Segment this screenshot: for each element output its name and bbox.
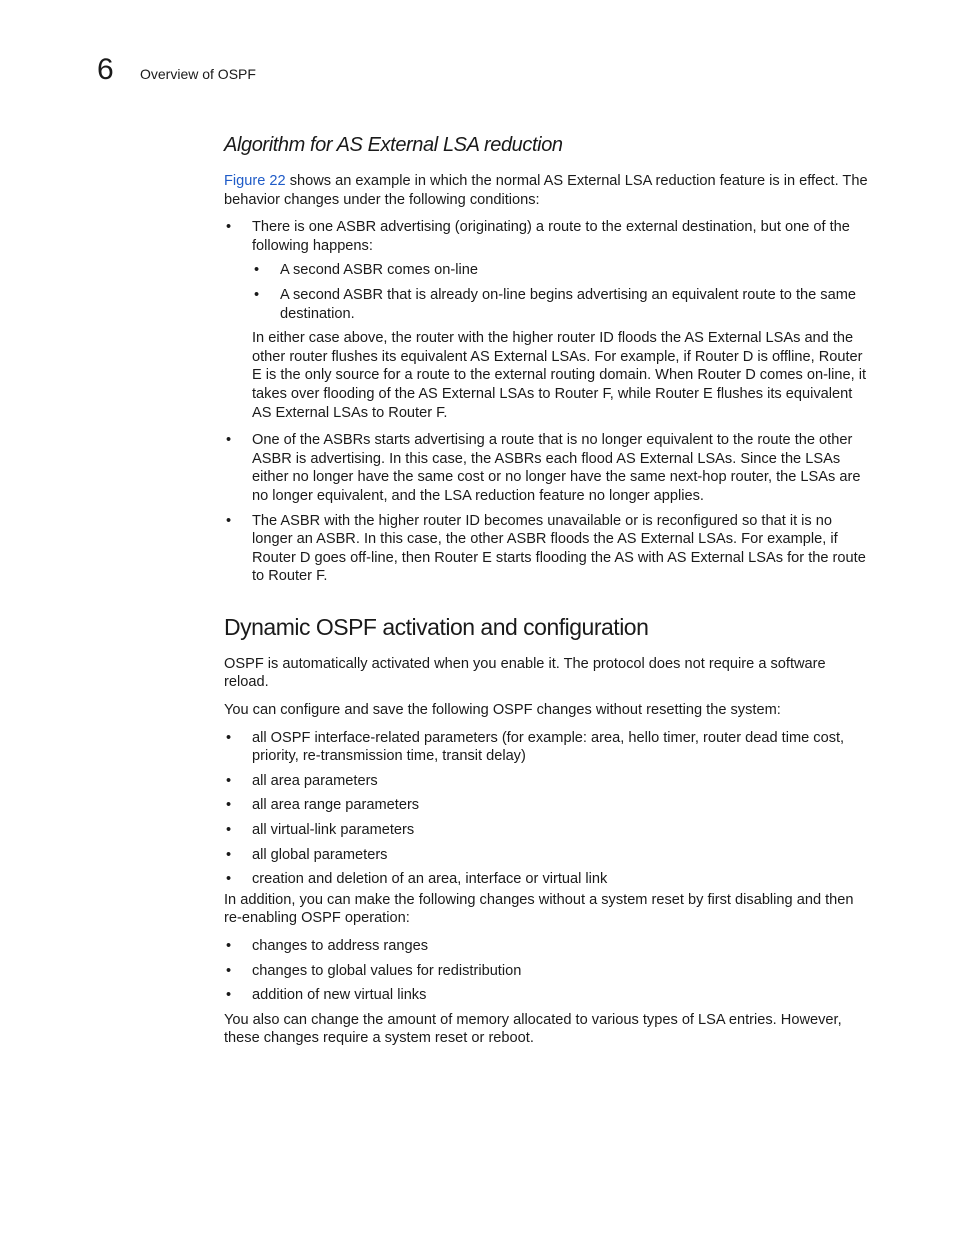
section-heading-algorithm: Algorithm for AS External LSA reduction — [224, 134, 563, 156]
list-item — [224, 431, 872, 505]
paragraph: OSPF is automatically activated when you enable it. The protocol does not require a software reload. — [224, 655, 826, 691]
sub-list-item — [252, 261, 872, 280]
bullet-icon: • — [226, 512, 232, 529]
bullet-icon: • — [226, 432, 232, 449]
intro-paragraph — [224, 172, 872, 209]
conditions-list — [224, 218, 872, 586]
bullet-icon: • — [254, 286, 260, 303]
chapter-number: 6 — [97, 53, 114, 86]
list-item — [224, 512, 872, 586]
bullet-icon: • — [226, 797, 232, 814]
bullet-icon: • — [226, 846, 232, 863]
bullet-icon: • — [226, 219, 232, 236]
list-item-followup-paragraph: In either case above, the router with the higher router ID floods the AS External LSAs and the other router flushes its equivalent AS External LSAs. For example, if Router D is offline, Router E is the only source for a route to the external routing domain. When Router D comes on-line, it takes over flooding of the AS External LSAs to Router F, while Router E flushes its equivalent AS External LSAs to Router F. — [252, 330, 867, 421]
bullet-icon: • — [226, 729, 232, 746]
list-item — [224, 846, 872, 865]
bullet-icon: • — [226, 962, 232, 979]
reset-required-list — [224, 937, 872, 1005]
list-item-text: There is one ASBR advertising (originating) a route to the external destination, but one of the following happens: — [252, 219, 850, 254]
bullet-icon: • — [226, 871, 232, 888]
list-item-text: changes to global values for redistribution — [252, 962, 522, 979]
paragraph: You can configure and save the following OSPF changes without resetting the system: — [224, 702, 781, 719]
section-heading-dynamic-ospf: Dynamic OSPF activation and configuration — [224, 613, 649, 640]
list-item-text: creation and deletion of an area, interface or virtual link — [252, 871, 608, 888]
section-spacer — [224, 592, 872, 612]
running-header-title: Overview of OSPF — [140, 66, 256, 82]
sub-list-item-text: A second ASBR comes on-line — [280, 262, 478, 279]
paragraph: In addition, you can make the following changes without a system reset by first disabling and then re-enabling OSPF operation: — [224, 891, 854, 927]
list-item — [224, 870, 872, 889]
list-item — [224, 772, 872, 791]
list-item-text: changes to address ranges — [252, 938, 429, 954]
list-item-text: addition of new virtual links — [252, 987, 427, 1004]
list-item-text: all area range parameters — [252, 797, 420, 814]
page-content — [224, 131, 872, 1057]
list-item-text: One of the ASBRs starts advertising a route that is no longer equivalent to the route the other ASBR is advertising. In this case, the ASBRs each flood AS External LSAs. Since the LSAs either no longer have the same cost or no longer have the same next-hop router, the LSAs are no longer equivalent, and the LSA reduction feature no longer applies. — [252, 432, 861, 504]
bullet-icon: • — [226, 987, 232, 1004]
list-item-text: all virtual-link parameters — [252, 822, 415, 839]
list-item — [224, 796, 872, 815]
sub-list — [252, 261, 872, 323]
list-item-text: all area parameters — [252, 772, 378, 789]
sub-list-item-text: A second ASBR that is already on-line begins advertising an equivalent route to the same destination. — [280, 286, 856, 322]
list-item — [224, 986, 872, 1005]
list-item — [224, 821, 872, 840]
list-item-text: all OSPF interface-related parameters (for example: area, hello timer, router dead time cost, priority, re-transmission time, transit delay) — [252, 729, 845, 765]
bullet-icon: • — [226, 938, 232, 954]
bullet-icon: • — [254, 262, 260, 279]
sub-list-item — [252, 286, 872, 323]
list-item — [224, 962, 872, 981]
list-item-text: all global parameters — [252, 846, 388, 863]
intro-text: shows an example in which the normal AS External LSA reduction feature is in effect. The behavior changes under the following conditions: — [224, 173, 868, 208]
bullet-icon: • — [226, 772, 232, 789]
list-item-text: The ASBR with the higher router ID becomes unavailable or is reconfigured so that it is no longer an ASBR. In this case, the other ASBR floods the AS External LSAs. For example, if Router D goes off-line, then Router E starts flooding the AS with AS External LSAs for the route to Router F. — [252, 512, 866, 585]
list-item — [224, 218, 872, 422]
bullet-icon: • — [226, 822, 232, 839]
figure-22-link[interactable]: Figure 22 — [224, 173, 286, 189]
configurable-changes-list — [224, 729, 872, 889]
paragraph: You also can change the amount of memory allocated to various types of LSA entries. However, these changes require a system reset or reboot. — [224, 1011, 842, 1047]
list-item — [224, 937, 872, 956]
list-item — [224, 729, 872, 766]
